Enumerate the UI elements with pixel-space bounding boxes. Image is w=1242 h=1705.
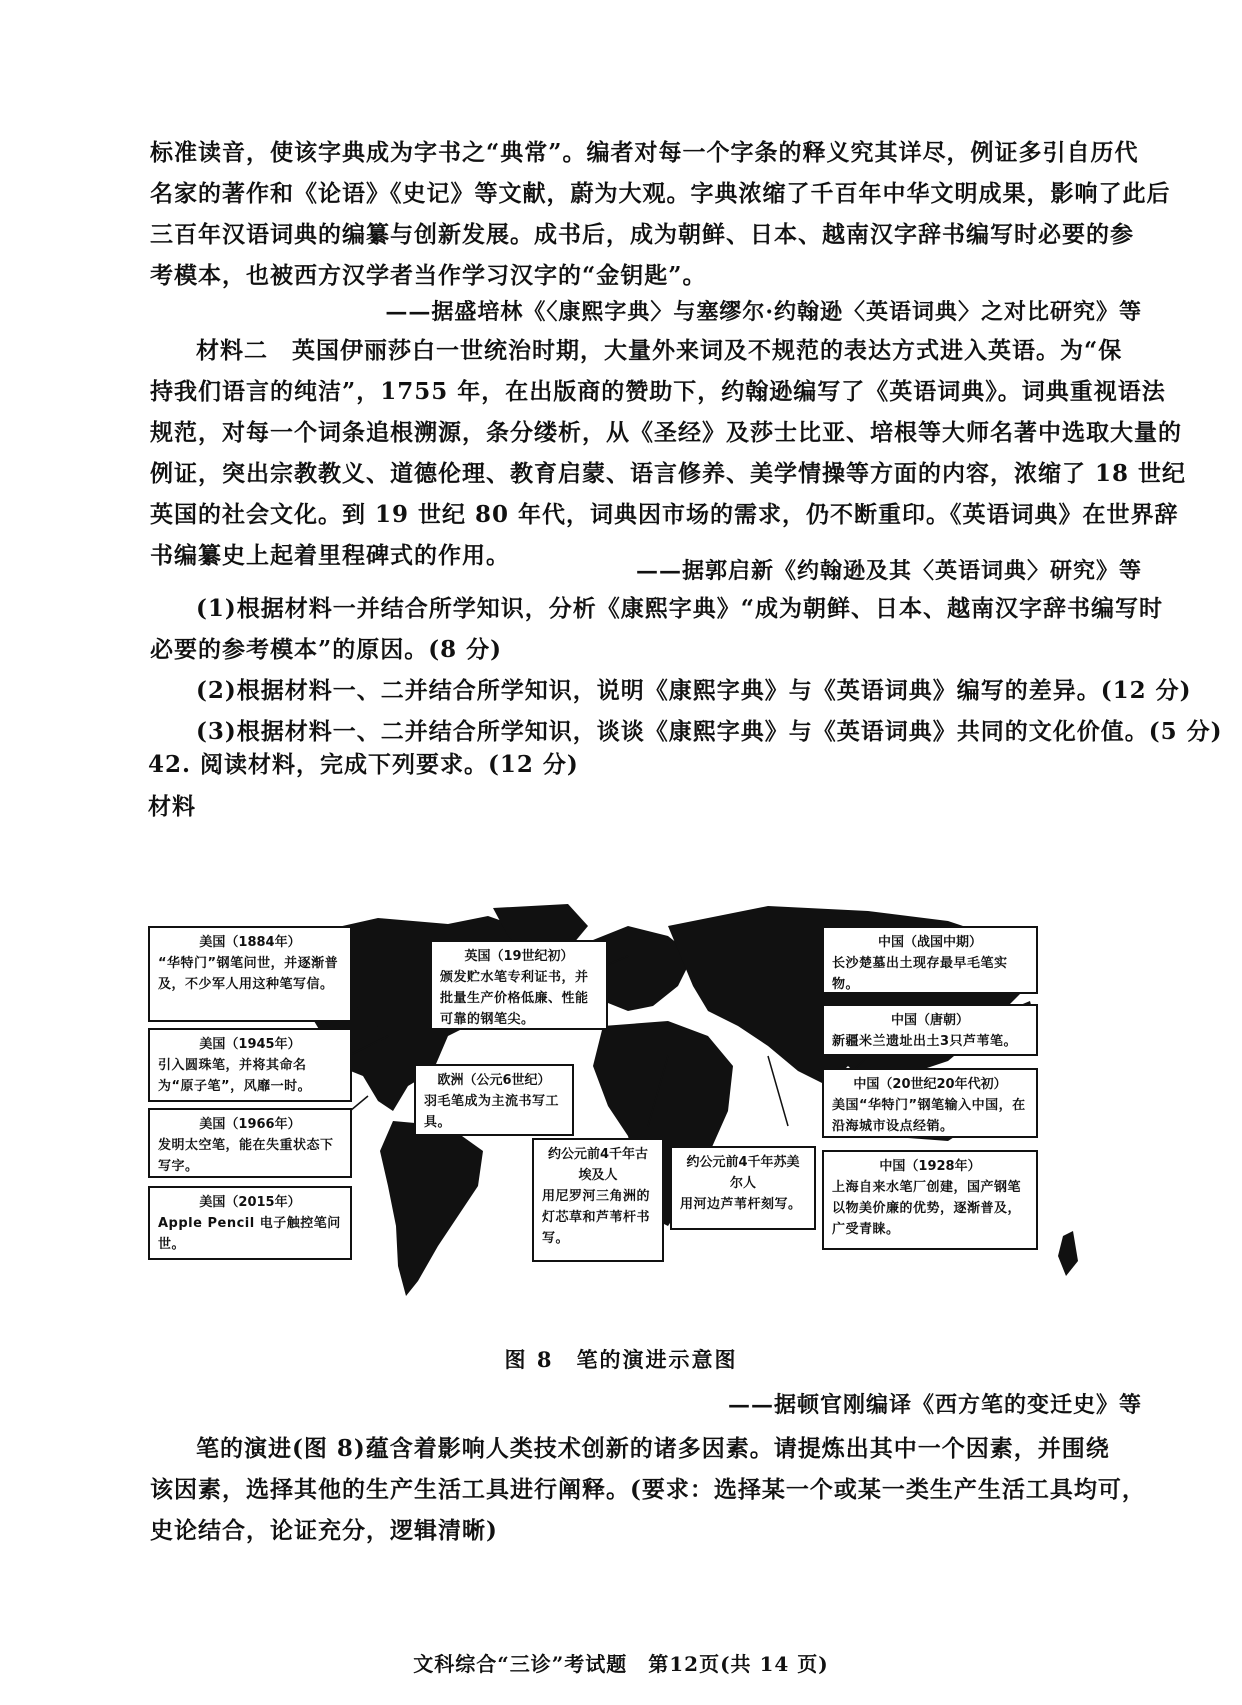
page-footer: 文科综合“三诊”考试题 第12页(共 14 页): [413, 1652, 829, 1676]
callout-body: 用尼罗河三角洲的灯芯草和芦苇杆书写。: [542, 1189, 651, 1246]
figure-caption: 图 8 笔的演进示意图: [504, 1347, 738, 1372]
question-3: (3)根据材料一、二并结合所学知识，谈谈《康熙字典》与《英语词典》共同的文化价值。(5 分): [196, 718, 1223, 745]
callout-body: 羽毛笔成为主流书写工具。: [424, 1094, 560, 1130]
question-2: (2)根据材料一、二并结合所学知识，说明《康熙字典》与《英语词典》编写的差异。(12 分): [196, 677, 1192, 704]
callout-us-2015: [148, 1186, 352, 1260]
text-line: 规范，对每一个词条追根溯源，条分缕析，从《圣经》及莎士比亚、培根等大师名著中选取大量的: [150, 419, 1182, 446]
callout-europe-6c: [414, 1064, 574, 1136]
text-line: 考模本，也被西方汉学者当作学习汉字的“金钥匙”。: [150, 262, 707, 289]
text-line: 持我们语言的纯洁”，1755 年，在出版商的赞助下，约翰逊编写了《英语词典》。词典重视语法: [150, 378, 1166, 405]
question-1-line-2: 必要的参考模本”的原因。(8 分): [150, 636, 503, 663]
material-label: 材料: [148, 793, 196, 820]
callout-title: 约公元前4千年苏美尔人: [686, 1155, 800, 1191]
south-america-shape: [380, 1121, 483, 1296]
text-line: 名家的著作和《论语》《史记》等文献，蔚为大观。字典浓缩了千百年中华文明成果，影响了此后: [150, 180, 1171, 207]
callout-body: “华特门”钢笔问世，并逐渐普及，不少军人用这种笔写信。: [158, 956, 339, 992]
callout-title: 美国（1966年）: [199, 1117, 301, 1132]
text-line: 三百年汉语词典的编纂与创新发展。成书后，成为朝鲜、日本、越南汉字辞书编写时必要的参: [150, 221, 1134, 248]
callout-us-1966: [148, 1108, 352, 1178]
callout-body: 长沙楚墓出土现存最早毛笔实物。: [832, 956, 1008, 992]
text-line: 标准读音，使该字典成为字书之“典常”。编者对每一个字条的释义究其详尽，例证多引自历代: [150, 139, 1139, 166]
callout-title: 中国（唐朝）: [890, 1013, 969, 1028]
callout-body: 上海自来水笔厂创建，国产钢笔以物美价廉的优势，逐渐普及，广受青睐。: [832, 1180, 1022, 1237]
pen-evolution-map: [148, 896, 1138, 1316]
questions: [150, 588, 1223, 752]
callout-cn-1928: [822, 1150, 1038, 1250]
text-line: 笔的演进(图 8)蕴含着影响人类技术创新的诸多因素。请提炼出其中一个因素，并围绕: [196, 1435, 1110, 1462]
callout-cn-warring-states: [822, 926, 1038, 994]
callout-body: 颁发贮水笔专利证书，并批量生产价格低廉、性能可靠的钢笔尖。: [440, 970, 589, 1027]
text-line: 史论结合，论证充分，逻辑清晰): [150, 1517, 498, 1544]
material-two-label: 材料二: [196, 337, 268, 364]
text-line: 该因素，选择其他的生产生活工具进行阐释。(要求：选择某一个或某一类生产生活工具均可，: [150, 1476, 1146, 1503]
task-text: [150, 1428, 1146, 1551]
question-42-title: 42. 阅读材料，完成下列要求。(12 分): [148, 751, 579, 778]
callout-body: Apple Pencil 电子触控笔问世。: [158, 1216, 341, 1252]
callout-body: 发明太空笔，能在失重状态下写字。: [158, 1138, 334, 1174]
callout-uk-19c: [430, 940, 608, 1030]
callout-cn-1920s: [822, 1068, 1038, 1138]
callout-title: 美国（1884年）: [199, 935, 301, 950]
callout-sumer: [670, 1146, 816, 1230]
callout-us-1884: [148, 926, 352, 1022]
text-line: 例证，突出宗教教义、道德伦理、教育启蒙、语言修养、美学情操等方面的内容，浓缩了 18 世纪: [150, 460, 1187, 487]
text-line: [150, 330, 1140, 371]
callout-title: 中国（战国中期）: [877, 935, 982, 950]
figure-source: ——据顿官刚编译《西方笔的变迁史》等: [727, 1392, 1142, 1418]
callout-title: 美国（1945年）: [199, 1037, 301, 1052]
callout-title: 英国（19世纪初）: [464, 949, 574, 964]
callout-body: 新疆米兰遗址出土3只芦苇笔。: [832, 1034, 1018, 1049]
callout-cn-tang: [822, 1004, 1038, 1056]
callout-body: 美国“华特门”钢笔输入中国，在沿海城市设点经销。: [832, 1098, 1026, 1134]
new-zealand-shape: [1058, 1231, 1078, 1276]
callout-title: 约公元前4千年古埃及人: [547, 1147, 649, 1183]
callout-us-1945: [148, 1028, 352, 1102]
material-one-source: ——据盛培林《〈康熙字典〉与塞缪尔·约翰逊〈英语词典〉之对比研究》等: [385, 299, 1142, 325]
callout-title: 美国（2015年）: [199, 1195, 301, 1210]
material-two-text: [150, 330, 1187, 576]
material-one-text: [150, 132, 1171, 296]
question-1-line-1: (1)根据材料一并结合所学知识，分析《康熙字典》“成为朝鲜、日本、越南汉字辞书编写时: [196, 595, 1163, 622]
callout-body: 用河边芦苇杆刻写。: [680, 1197, 802, 1212]
callout-title: 中国（1928年）: [879, 1159, 981, 1174]
text-line: 英国的社会文化。到 19 世纪 80 年代，词典因市场的需求，仍不断重印。《英语词典》在世界辞: [150, 501, 1179, 528]
text-line-content: 英国伊丽莎白一世统治时期，大量外来词及不规范的表达方式进入英语。为“保: [292, 337, 1123, 364]
text-line: 书编纂史上起着里程碑式的作用。: [150, 542, 510, 569]
callout-title: 中国（20世纪20年代初）: [853, 1077, 1007, 1092]
callout-ancient-egypt: [532, 1138, 664, 1262]
callout-body: 引入圆珠笔，并将其命名为“原子笔”，风靡一时。: [158, 1058, 312, 1094]
callout-title: 欧洲（公元6世纪）: [437, 1073, 551, 1088]
material-two-source: ——据郭启新《约翰逊及其〈英语词典〉研究》等: [635, 558, 1142, 584]
